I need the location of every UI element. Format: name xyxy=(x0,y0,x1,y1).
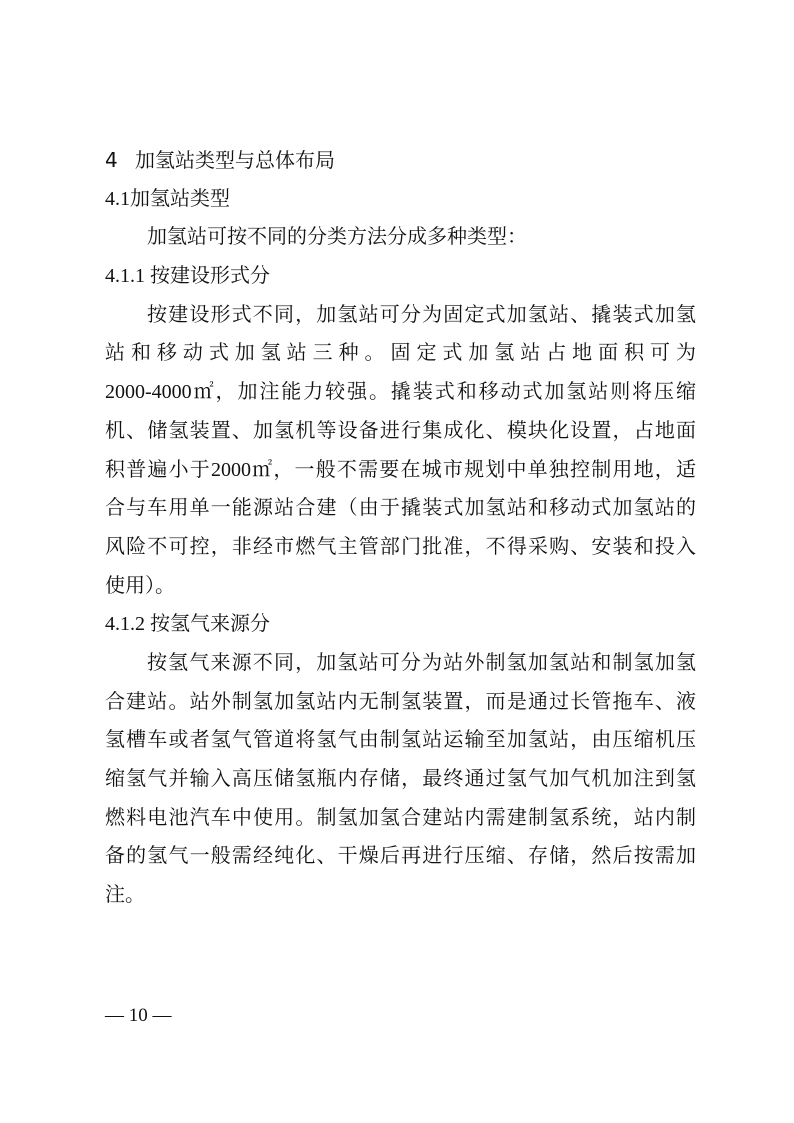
paragraph-line: 合与车用单一能源站合建（由于撬装式加氢站和移动式加氢站的 xyxy=(105,497,696,520)
paragraph-line: 注。 xyxy=(105,884,145,907)
paragraph-line: 2000-4000㎡，加注能力较强。撬装式和移动式加氢站则将压缩 xyxy=(105,381,696,404)
chapter-heading xyxy=(105,141,696,180)
chapter-number: 4 xyxy=(105,148,118,172)
section-heading-4-1-2: 4.1.2 按氢气来源分 xyxy=(105,613,270,636)
section-heading-4-1: 4.1加氢站类型 xyxy=(105,187,230,210)
paragraph-hydrogen-source xyxy=(105,644,696,915)
paragraph-line: 站和移动式加氢站三种。固定式加氢站占地面积可为 xyxy=(105,342,696,365)
paragraph-line: 氢槽车或者氢气管道将氢气由制氢站运输至加氢站，由压缩机压 xyxy=(105,729,696,752)
paragraph-line: 合建站。站外制氢加氢站内无制氢装置，而是通过长管拖车、液 xyxy=(105,690,696,713)
paragraph-line: 燃料电池汽车中使用。制氢加氢合建站内需建制氢系统，站内制 xyxy=(105,806,696,829)
document-body xyxy=(105,141,696,915)
paragraph-line: 积普遍小于2000㎡，一般不需要在城市规划中单独控制用地，适 xyxy=(105,458,696,481)
chapter-title: 加氢站类型与总体布局 xyxy=(135,148,335,172)
paragraph-line: 备的氢气一般需经纯化、干燥后再进行压缩、存储，然后按需加 xyxy=(105,845,696,868)
section-heading-4-1-1: 4.1.1 按建设形式分 xyxy=(105,265,270,288)
paragraph-line: 使用）。 xyxy=(105,574,175,597)
paragraph-construction-form xyxy=(105,296,696,606)
paragraph-line: 机、储氢装置、加氢机等设备进行集成化、模块化设置，占地面 xyxy=(105,419,696,442)
paragraph-line: 按建设形式不同，加氢站可分为固定式加氢站、撬装式加氢 xyxy=(147,303,696,326)
paragraph-line: 缩氢气并输入高压储氢瓶内存储，最终通过氢气加气机加注到氢 xyxy=(105,768,696,790)
paragraph-line: 按氢气来源不同，加氢站可分为站外制氢加氢站和制氢加氢 xyxy=(147,651,696,674)
page-number: — 10 — xyxy=(105,1005,172,1026)
section-intro: 加氢站可按不同的分类方法分成多种类型： xyxy=(147,226,527,249)
paragraph-line: 风险不可控，非经市燃气主管部门批准，不得采购、安装和投入 xyxy=(105,535,696,558)
